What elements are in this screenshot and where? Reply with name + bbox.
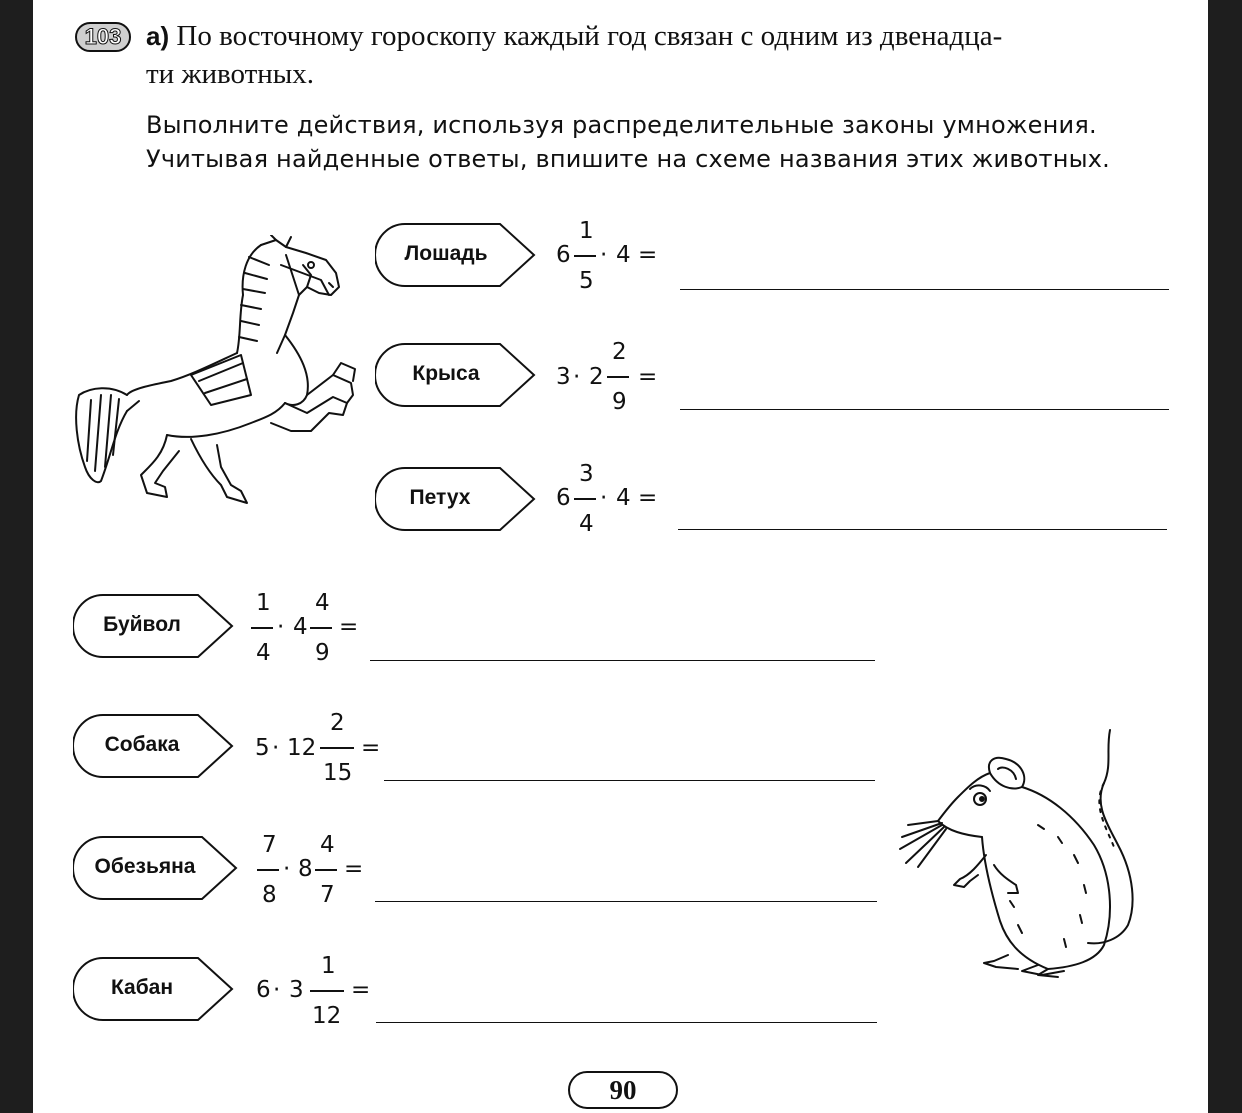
rat-drawing xyxy=(898,725,1173,980)
eq-dog-numerator: 2 xyxy=(330,710,345,736)
eq-dog-whole: 12 xyxy=(287,735,317,761)
eq-horse-numerator: 1 xyxy=(579,218,594,244)
eq-buffalo-fraction-bar-2 xyxy=(310,627,332,629)
answer-line-dog[interactable] xyxy=(384,780,875,781)
eq-buffalo-denominator-1: 4 xyxy=(256,640,271,666)
eq-horse-factor: 4 xyxy=(616,242,631,268)
eq-monkey-numerator-1: 7 xyxy=(262,832,277,858)
task-part-label: а) xyxy=(146,21,170,51)
eq-dog-equals: = xyxy=(361,735,381,761)
workbook-page xyxy=(33,0,1208,1113)
eq-horse-equals: = xyxy=(638,242,658,268)
eq-buffalo-numerator-1: 1 xyxy=(256,590,271,616)
task-intro-line1 xyxy=(146,20,1002,53)
answer-line-horse[interactable] xyxy=(680,289,1169,290)
eq-buffalo-equals: = xyxy=(339,614,359,640)
eq-monkey-whole: 8 xyxy=(298,856,313,882)
eq-monkey-denominator-1: 8 xyxy=(262,882,277,908)
eq-rooster-whole: 6 xyxy=(556,485,571,511)
tag-monkey xyxy=(73,835,239,899)
answer-line-monkey[interactable] xyxy=(375,901,877,902)
eq-boar-equals: = xyxy=(351,977,371,1003)
instruction-line1: Выполните действия, используя распределительные законы умножения. xyxy=(146,111,1097,139)
eq-boar-fraction-bar xyxy=(310,990,344,992)
eq-monkey-dot: · xyxy=(283,856,291,882)
task-intro-text: По восточному гороскопу каждый год связан с одним из двенадца- xyxy=(176,20,1003,52)
page-number: 90 xyxy=(568,1071,678,1109)
tag-rat xyxy=(375,342,537,406)
eq-dog-denominator: 15 xyxy=(323,760,353,786)
eq-rat-whole: 2 xyxy=(589,364,604,390)
eq-rat-fraction-bar xyxy=(607,376,629,378)
eq-buffalo-denominator-2: 9 xyxy=(315,640,330,666)
eq-horse-dot: · xyxy=(600,242,608,268)
eq-boar-whole: 3 xyxy=(289,977,304,1003)
eq-dog-dot: · xyxy=(272,735,280,761)
eq-rat-numerator: 2 xyxy=(612,339,627,365)
tag-buffalo xyxy=(73,593,235,657)
eq-horse-denominator: 5 xyxy=(579,268,594,294)
eq-buffalo-dot: · xyxy=(277,614,285,640)
eq-monkey-numerator-2: 4 xyxy=(320,832,335,858)
task-number-badge: 103 xyxy=(75,22,131,52)
eq-boar-factor: 6 xyxy=(256,977,271,1003)
eq-horse-fraction-bar xyxy=(574,255,596,257)
tag-rooster xyxy=(375,466,537,530)
eq-rooster-factor: 4 xyxy=(616,485,631,511)
tag-label: Обезьяна xyxy=(94,855,196,878)
task-intro-line2: ти животных. xyxy=(146,58,315,90)
tag-label: Кабан xyxy=(110,976,174,999)
horse-drawing xyxy=(71,235,371,520)
eq-dog-factor: 5 xyxy=(255,735,270,761)
eq-dog-fraction-bar xyxy=(320,747,354,749)
eq-horse-whole: 6 xyxy=(556,242,571,268)
tag-dog xyxy=(73,713,235,777)
answer-line-rat[interactable] xyxy=(680,409,1169,410)
tag-label: Крыса xyxy=(412,362,480,385)
answer-line-rooster[interactable] xyxy=(678,529,1167,530)
tag-label: Буйвол xyxy=(103,613,181,636)
eq-rooster-numerator: 3 xyxy=(579,461,594,487)
eq-monkey-denominator-2: 7 xyxy=(320,882,335,908)
eq-rat-denominator: 9 xyxy=(612,389,627,415)
eq-monkey-equals: = xyxy=(344,856,364,882)
tag-horse xyxy=(375,222,537,286)
eq-rat-factor: 3 xyxy=(556,364,571,390)
eq-boar-denominator: 12 xyxy=(312,1003,342,1029)
instruction-line2: Учитывая найденные ответы, впишите на схеме названия этих животных. xyxy=(146,145,1111,173)
eq-boar-dot: · xyxy=(273,977,281,1003)
tag-label: Собака xyxy=(104,733,180,756)
eq-rooster-denominator: 4 xyxy=(579,511,594,537)
eq-buffalo-numerator-2: 4 xyxy=(315,590,330,616)
answer-line-boar[interactable] xyxy=(376,1022,877,1023)
eq-buffalo-fraction-bar-1 xyxy=(251,627,273,629)
eq-rat-dot: · xyxy=(573,364,581,390)
eq-rooster-dot: · xyxy=(600,485,608,511)
eq-buffalo-whole: 4 xyxy=(293,614,308,640)
tag-boar xyxy=(73,956,235,1020)
eq-rooster-equals: = xyxy=(638,485,658,511)
eq-rooster-fraction-bar xyxy=(574,498,596,500)
tag-label: Петух xyxy=(409,486,471,509)
eq-boar-numerator: 1 xyxy=(321,953,336,979)
answer-line-buffalo[interactable] xyxy=(370,660,875,661)
tag-label: Лошадь xyxy=(404,242,488,265)
eq-monkey-fraction-bar-1 xyxy=(257,869,279,871)
eq-rat-equals: = xyxy=(638,364,658,390)
eq-monkey-fraction-bar-2 xyxy=(315,869,337,871)
